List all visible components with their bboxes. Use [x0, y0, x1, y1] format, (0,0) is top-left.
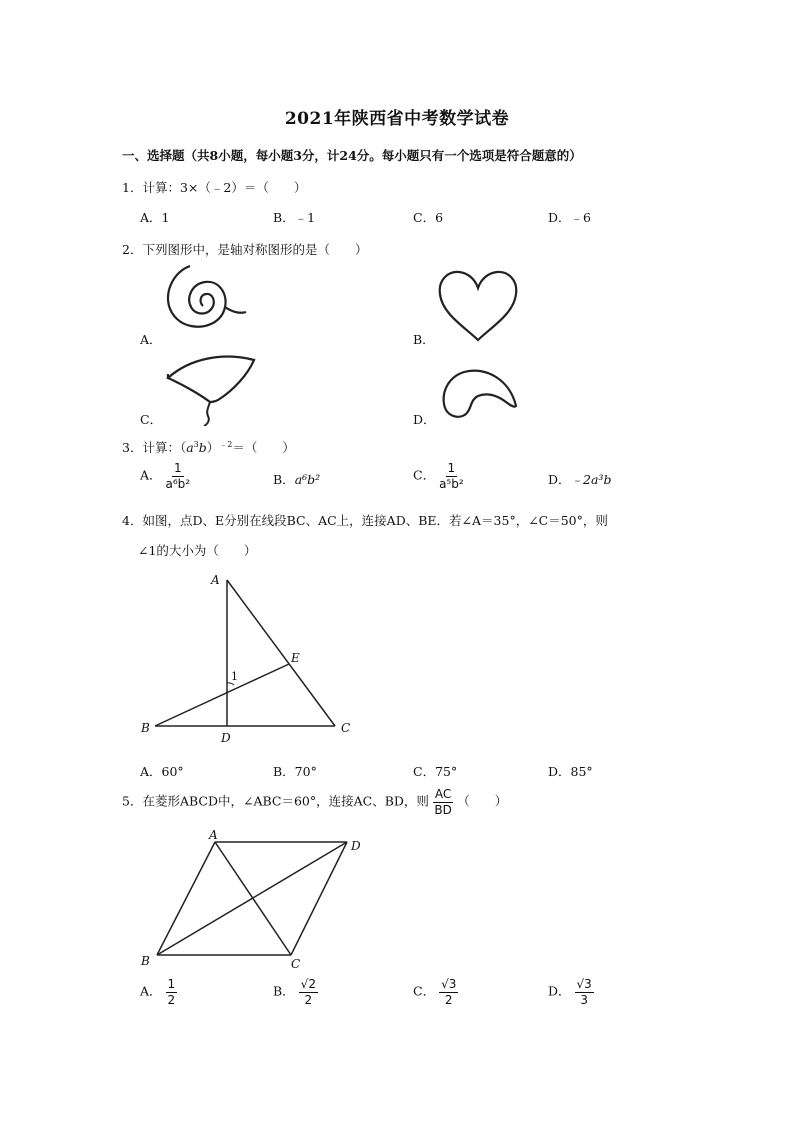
question-5-option-b[interactable]: [273, 978, 318, 1006]
question-2-stem: 2．下列图形中，是轴对称图形的是（ ）: [122, 242, 368, 257]
label-e: E: [291, 651, 300, 665]
question-3-option-c[interactable]: [413, 462, 464, 490]
q3-c-num: 1: [447, 461, 456, 475]
question-4-option-b[interactable]: B．70°: [273, 764, 317, 779]
q5-b-label: B．: [273, 983, 295, 999]
label-d: D: [351, 839, 361, 853]
label-c: C: [291, 957, 301, 971]
question-3-option-b[interactable]: [273, 470, 320, 488]
segment-ac: [227, 580, 335, 726]
question-3-option-a[interactable]: [140, 462, 190, 490]
q3-var-a: a: [186, 440, 194, 455]
q5-c-label: C．: [413, 983, 436, 999]
question-1-option-c[interactable]: C．6: [413, 210, 444, 225]
q3-stem-pre: 3．计算：（: [122, 440, 187, 455]
q3-d-label: D．: [548, 472, 571, 487]
q3-a-label: A．: [140, 467, 162, 483]
q3-c-den: a⁵b²: [439, 476, 464, 491]
q3-b-label: B．: [273, 472, 295, 487]
question-3-option-d[interactable]: [548, 470, 611, 488]
question-1-stem: 1．计算：3×（﹣2）＝（ ）: [122, 180, 307, 195]
q3-a-fraction: [166, 462, 191, 490]
q5-frac-num: AC: [434, 787, 452, 801]
q5-b-fraction: [299, 978, 318, 1006]
q5-d-label: D．: [548, 983, 571, 999]
rhombus-figure: [135, 828, 375, 973]
label-angle-1: 1: [231, 670, 238, 683]
q3-close-paren: ）: [206, 440, 220, 455]
label-b: B: [141, 954, 150, 968]
label-a: A: [209, 828, 218, 842]
segment-be: [155, 664, 289, 726]
q5-d-fraction: [575, 978, 594, 1006]
q5-d-num: √3: [576, 977, 592, 991]
triangle-figure: [135, 570, 365, 750]
question-3-stem: [122, 438, 295, 456]
question-1-option-a[interactable]: A．1: [140, 210, 170, 225]
spiral-figure-icon: [160, 262, 250, 342]
q5-a-den: 2: [167, 992, 176, 1007]
question-5-stem: [122, 788, 507, 816]
q3-c-fraction: [439, 462, 464, 490]
q5-c-den: 2: [444, 992, 453, 1007]
question-4-stem-line1: 4．如图，点D、E分别在线段BC、AC上，连接AD、BE．若∠A＝35°，∠C＝50°，则: [122, 513, 608, 528]
label-c: C: [341, 721, 351, 735]
q3-d-value: ﹣2a³b: [570, 472, 612, 487]
question-4-option-c[interactable]: C．75°: [413, 764, 458, 779]
q5-a-label: A．: [140, 983, 162, 999]
q5-a-fraction: [166, 978, 178, 1006]
q5-b-den: 2: [304, 992, 313, 1007]
q5-stem-post: （ ）: [457, 793, 508, 809]
q3-a-num: 1: [173, 461, 182, 475]
question-2-option-d[interactable]: D．: [413, 412, 436, 427]
question-1-option-d[interactable]: D．﹣6: [548, 210, 591, 225]
label-a: A: [211, 573, 220, 587]
q3-var-b: b: [198, 440, 207, 455]
q5-frac-den: BD: [434, 802, 452, 817]
question-5-option-a[interactable]: [140, 978, 177, 1006]
label-d: D: [221, 731, 231, 745]
ginkgo-leaf-figure-icon: [160, 350, 260, 426]
page-title: 2021年陕西省中考数学试卷: [284, 109, 510, 129]
question-4-stem-line2: ∠1的大小为（ ）: [138, 543, 257, 558]
q3-c-label: C．: [413, 467, 436, 483]
q5-b-num: √2: [300, 977, 316, 991]
question-2-option-b[interactable]: B．: [413, 332, 435, 347]
q5-stem-pre: 5．在菱形ABCD中，∠ABC＝60°，连接AC、BD，则: [122, 793, 429, 809]
q5-d-den: 3: [580, 992, 588, 1007]
q3-exp-3: 3: [193, 439, 199, 449]
question-2-option-a[interactable]: A．: [140, 332, 162, 347]
q3-exp-minus2: ﹣2: [219, 439, 233, 449]
q5-c-num: √3: [441, 977, 457, 991]
section-heading: 一、选择题（共8小题，每小题3分，计24分。每小题只有一个选项是符合题意的）: [122, 148, 582, 163]
q3-b-value: a⁶b²: [294, 472, 321, 487]
label-b: B: [141, 721, 150, 735]
q5-c-fraction: [439, 978, 458, 1006]
q3-stem-post: ＝（ ）: [232, 440, 295, 455]
q3-a-den: a⁶b²: [165, 476, 191, 491]
heart-figure-icon: [436, 268, 520, 346]
question-5-option-d[interactable]: [548, 978, 594, 1006]
crescent-figure-icon: [440, 362, 522, 424]
question-4-option-a[interactable]: A．60°: [140, 764, 184, 779]
question-4-option-d[interactable]: D．85°: [548, 764, 593, 779]
q5-a-num: 1: [167, 977, 176, 991]
q5-stem-fraction: [433, 788, 453, 816]
question-5-option-c[interactable]: [413, 978, 458, 1006]
angle-1-arc: [227, 683, 234, 685]
question-1-option-b[interactable]: B．﹣1: [273, 210, 316, 225]
question-2-option-c[interactable]: C．: [140, 412, 163, 427]
